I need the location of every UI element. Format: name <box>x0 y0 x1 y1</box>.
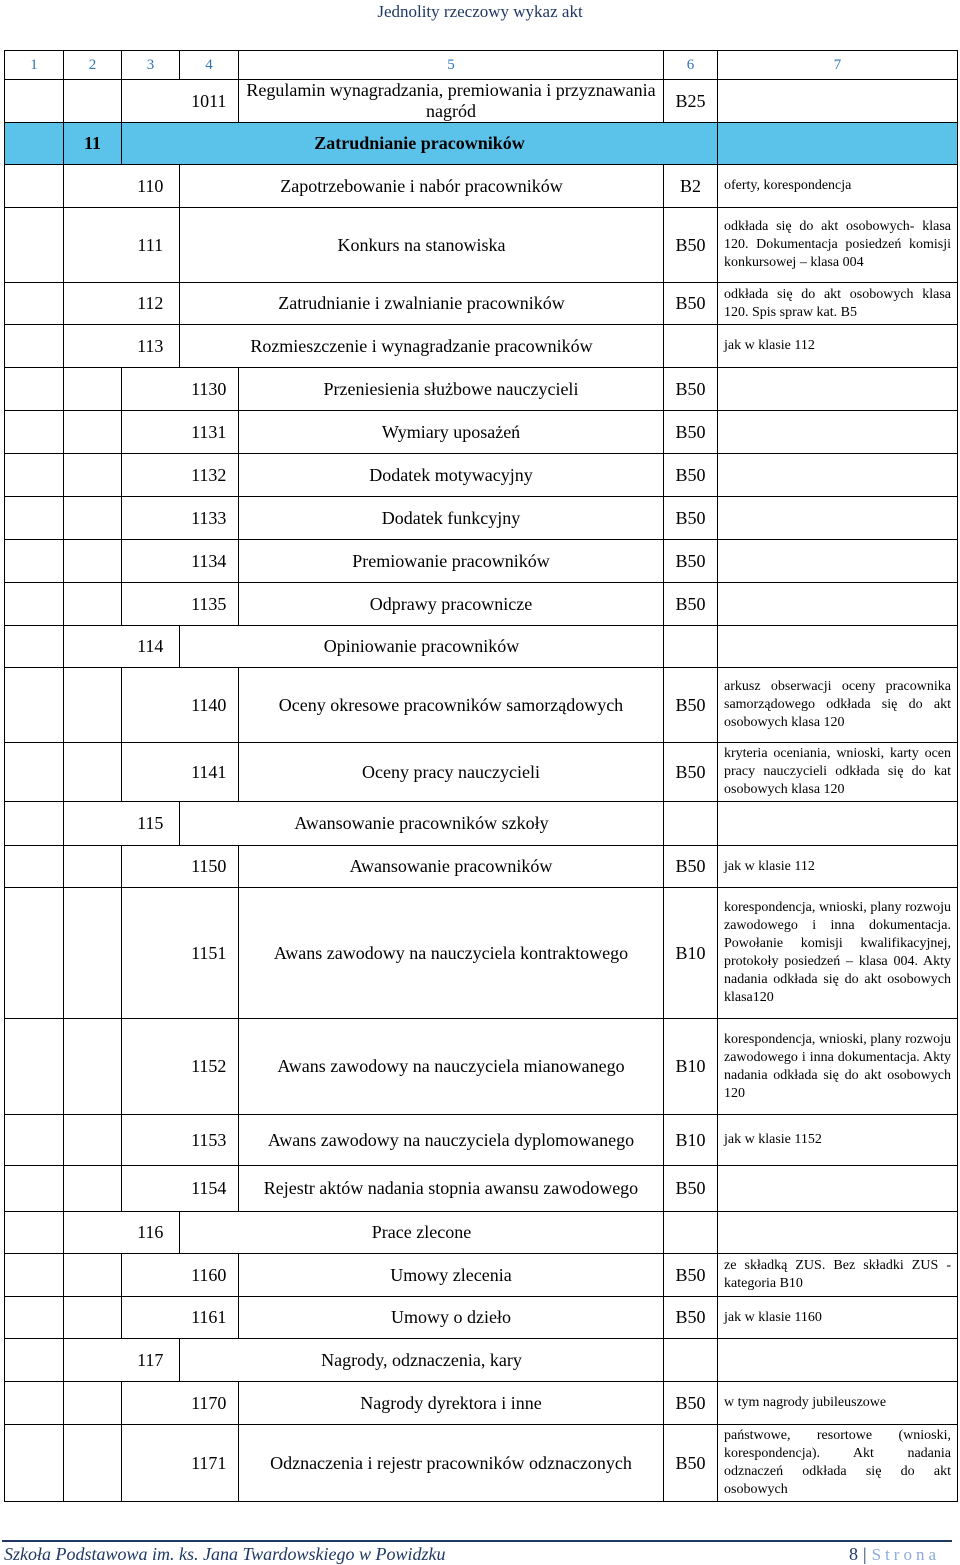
category-badge: B50 <box>664 1382 718 1425</box>
table-row <box>5 802 958 846</box>
table-row <box>5 1339 958 1382</box>
class-code: 1132 <box>180 454 239 497</box>
notes-cell: jak w klasie 1152 <box>718 1115 958 1166</box>
class-title: Dodatek funkcyjny <box>239 497 664 540</box>
table-row <box>5 208 958 283</box>
notes-cell: w tym nagrody jubileuszowe <box>718 1382 958 1425</box>
table-row <box>5 540 958 583</box>
column-number: 3 <box>122 51 180 80</box>
class-title: Awans zawodowy na nauczyciela mianowanego <box>239 1019 664 1115</box>
category-badge: B50 <box>664 283 718 325</box>
class-title: Konkurs na stanowiska <box>180 208 664 283</box>
column-number-row <box>5 51 958 80</box>
category-badge: B2 <box>664 165 718 208</box>
class-title: Opiniowanie pracowników <box>180 626 664 668</box>
table-row <box>5 1254 958 1297</box>
table-row <box>5 165 958 208</box>
notes-cell: państwowe, resortowe (wnioski, korespondencja). Akt nadania odznaczeń odkłada się do akt osobowych <box>718 1425 958 1502</box>
class-title: Awansowanie pracowników szkoły <box>180 802 664 846</box>
class-code: 1131 <box>180 411 239 454</box>
class-title: Wymiary uposażeń <box>239 411 664 454</box>
class-title: Umowy zlecenia <box>239 1254 664 1297</box>
class-code: 1134 <box>180 540 239 583</box>
notes-cell: korespondencja, wnioski, plany rozwoju zawodowego i inna dokumentacja. Powołanie komisji kwalifikacyjnej, protokoły posiedzeń – klasa 004. Akty nadania odkłada się do akt osobowych klasa120 <box>718 888 958 1019</box>
category-badge: B10 <box>664 1115 718 1166</box>
category-badge: B50 <box>664 1425 718 1502</box>
table-row <box>5 1297 958 1339</box>
class-code: 1130 <box>180 368 239 411</box>
class-title: Rozmieszczenie i wynagradzanie pracowników <box>180 325 664 368</box>
class-code: 1141 <box>180 743 239 802</box>
page-footer <box>2 1540 952 1565</box>
table-row <box>5 888 958 1019</box>
class-code: 1170 <box>180 1382 239 1425</box>
notes-cell: jak w klasie 1160 <box>718 1297 958 1339</box>
section-code: 11 <box>64 123 122 165</box>
category-badge: B50 <box>664 583 718 626</box>
table-row <box>5 325 958 368</box>
class-code: 1150 <box>180 846 239 888</box>
page-label: Strona <box>871 1545 940 1564</box>
records-table <box>4 50 958 1502</box>
class-title: Premiowanie pracowników <box>239 540 664 583</box>
table-row <box>5 283 958 325</box>
notes-cell: korespondencja, wnioski, plany rozwoju zawodowego i inna dokumentacja. Akty nadania odkłada się do akt osobowych 120 <box>718 1019 958 1115</box>
table-row <box>5 583 958 626</box>
table-row <box>5 368 958 411</box>
page-header-title: Jednolity rzeczowy wykaz akt <box>377 2 583 21</box>
category-badge: B25 <box>664 80 718 123</box>
class-code: 1133 <box>180 497 239 540</box>
class-title: Awans zawodowy na nauczyciela kontraktowego <box>239 888 664 1019</box>
category-badge: B50 <box>664 1297 718 1339</box>
class-code: 115 <box>122 802 180 846</box>
footer-page-info <box>849 1544 940 1565</box>
class-code: 1161 <box>180 1297 239 1339</box>
table-row <box>5 454 958 497</box>
table-row <box>5 743 958 802</box>
category-badge: B50 <box>664 368 718 411</box>
category-badge: B50 <box>664 1166 718 1212</box>
notes-cell: kryteria oceniania, wnioski, karty ocen pracy nauczycieli odkłada się do kat osobowych klasa 120 <box>718 743 958 802</box>
class-code: 1152 <box>180 1019 239 1115</box>
class-title: Awansowanie pracowników <box>239 846 664 888</box>
column-number: 6 <box>664 51 718 80</box>
class-title: Nagrody dyrektora i inne <box>239 1382 664 1425</box>
notes-cell: oferty, korespondencja <box>718 165 958 208</box>
table-row <box>5 411 958 454</box>
section-title: Zatrudnianie pracowników <box>122 123 718 165</box>
class-code: 114 <box>122 626 180 668</box>
class-code: 1154 <box>180 1166 239 1212</box>
column-number: 4 <box>180 51 239 80</box>
category-badge: B50 <box>664 540 718 583</box>
category-badge: B50 <box>664 497 718 540</box>
class-code: 113 <box>122 325 180 368</box>
class-title: Prace zlecone <box>180 1212 664 1254</box>
section-row <box>5 123 958 165</box>
class-title: Rejestr aktów nadania stopnia awansu zawodowego <box>239 1166 664 1212</box>
table-row <box>5 668 958 743</box>
column-number: 1 <box>5 51 64 80</box>
category-badge: B50 <box>664 846 718 888</box>
class-code: 1160 <box>180 1254 239 1297</box>
category-badge: B50 <box>664 454 718 497</box>
class-code: 117 <box>122 1339 180 1382</box>
table-row <box>5 497 958 540</box>
notes-cell: jak w klasie 112 <box>718 325 958 368</box>
class-code: 111 <box>122 208 180 283</box>
class-code: 110 <box>122 165 180 208</box>
column-number: 2 <box>64 51 122 80</box>
class-title: Oceny pracy nauczycieli <box>239 743 664 802</box>
class-title: Nagrody, odznaczenia, kary <box>180 1339 664 1382</box>
table-row <box>5 80 958 123</box>
class-code: 1153 <box>180 1115 239 1166</box>
notes-cell: odkłada się do akt osobowych klasa 120. Spis spraw kat. B5 <box>718 283 958 325</box>
footer-school-name: Szkoła Podstawowa im. ks. Jana Twardowskiego w Powidzku <box>4 1544 446 1564</box>
column-number: 5 <box>239 51 664 80</box>
table-row <box>5 846 958 888</box>
class-code: 1011 <box>180 80 239 123</box>
class-title: Awans zawodowy na nauczyciela dyplomowanego <box>239 1115 664 1166</box>
class-title: Zapotrzebowanie i nabór pracowników <box>180 165 664 208</box>
class-title: Dodatek motywacyjny <box>239 454 664 497</box>
class-code: 1135 <box>180 583 239 626</box>
category-badge: B10 <box>664 888 718 1019</box>
notes-cell: arkusz obserwacji oceny pracownika samorządowego odkłada się do akt osobowych klasa 120 <box>718 668 958 743</box>
category-badge: B10 <box>664 1019 718 1115</box>
class-title: Odprawy pracownicze <box>239 583 664 626</box>
class-title: Odznaczenia i rejestr pracowników odznaczonych <box>239 1425 664 1502</box>
class-title: Przeniesienia służbowe nauczycieli <box>239 368 664 411</box>
category-badge: B50 <box>664 411 718 454</box>
table-row <box>5 1425 958 1502</box>
class-code: 1151 <box>180 888 239 1019</box>
table-row <box>5 1019 958 1115</box>
notes-cell: odkłada się do akt osobowych- klasa 120. Dokumentacja posiedzeń komisji konkursowej – klasa 004 <box>718 208 958 283</box>
table-row <box>5 626 958 668</box>
table-row <box>5 1212 958 1254</box>
table-row <box>5 1382 958 1425</box>
class-code: 112 <box>122 283 180 325</box>
category-badge: B50 <box>664 208 718 283</box>
class-code: 1140 <box>180 668 239 743</box>
column-number: 7 <box>718 51 958 80</box>
table-row <box>5 1115 958 1166</box>
class-title: Regulamin wynagradzania, premiowania i przyznawania nagród <box>239 80 664 123</box>
class-title: Oceny okresowe pracowników samorządowych <box>239 668 664 743</box>
class-title: Umowy o dzieło <box>239 1297 664 1339</box>
notes-cell: ze składką ZUS. Bez składki ZUS - kategoria B10 <box>718 1254 958 1297</box>
category-badge: B50 <box>664 668 718 743</box>
category-badge: B50 <box>664 1254 718 1297</box>
page-number: 8 <box>849 1544 858 1564</box>
class-code: 1171 <box>180 1425 239 1502</box>
table-row <box>5 1166 958 1212</box>
class-code: 116 <box>122 1212 180 1254</box>
footer-separator: | <box>863 1544 867 1564</box>
notes-cell: jak w klasie 112 <box>718 846 958 888</box>
category-badge: B50 <box>664 743 718 802</box>
class-title: Zatrudnianie i zwalnianie pracowników <box>180 283 664 325</box>
